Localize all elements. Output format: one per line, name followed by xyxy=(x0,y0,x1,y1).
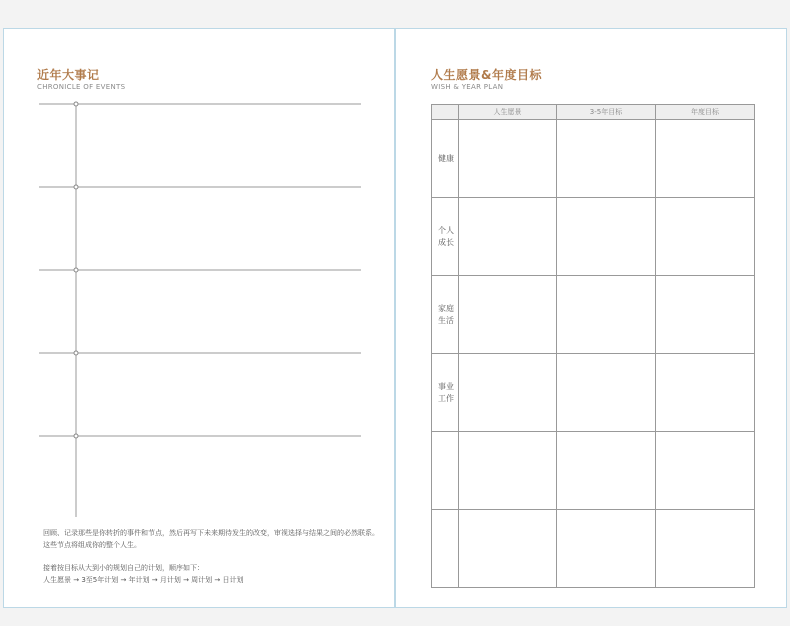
wish-plan-table xyxy=(431,104,755,588)
header-cell xyxy=(432,105,459,120)
table-cell[interactable] xyxy=(459,276,557,354)
row-label: 个人 成长 xyxy=(432,198,459,276)
right-page xyxy=(395,28,787,608)
row-label xyxy=(432,432,459,510)
note-line: 这些节点将组成你的整个人生。 xyxy=(43,541,141,549)
timeline-node-3 xyxy=(74,268,78,272)
table-row xyxy=(432,120,755,198)
left-page xyxy=(3,28,395,608)
header-cell: 3-5年目标 xyxy=(557,105,656,120)
table-row xyxy=(432,354,755,432)
table-cell[interactable] xyxy=(459,510,557,588)
header-cell: 人生愿景 xyxy=(459,105,557,120)
table-row xyxy=(432,432,755,510)
page-title: 人生愿景&年度目标 xyxy=(431,68,542,82)
table-cell[interactable] xyxy=(557,276,656,354)
note-line: 人生愿景 → 3至5年计划 → 年计划 → 月计划 → 周计划 → 日计划 xyxy=(43,576,244,584)
table-cell[interactable] xyxy=(656,432,755,510)
table-row xyxy=(432,510,755,588)
table-cell[interactable] xyxy=(459,120,557,198)
row-label: 健康 xyxy=(432,120,459,198)
timeline-node-2 xyxy=(74,185,78,189)
page-subtitle: WISH & YEAR PLAN xyxy=(431,83,504,91)
page-title: 近年大事记 xyxy=(37,68,100,82)
table-cell[interactable] xyxy=(557,510,656,588)
table-cell[interactable] xyxy=(557,198,656,276)
row-label: 家庭 生活 xyxy=(432,276,459,354)
table-cell[interactable] xyxy=(459,354,557,432)
instruction-note xyxy=(43,527,379,551)
table-cell[interactable] xyxy=(656,276,755,354)
table-cell[interactable] xyxy=(557,120,656,198)
timeline-node-5 xyxy=(74,434,78,438)
timeline-node-4 xyxy=(74,351,78,355)
table-cell[interactable] xyxy=(557,354,656,432)
row-label xyxy=(432,510,459,588)
timeline-node-1 xyxy=(74,102,78,106)
page-subtitle: CHRONICLE OF EVENTS xyxy=(37,83,126,91)
row-label: 事业 工作 xyxy=(432,354,459,432)
note-line: 回顾、记录那些是你转折的事件和节点，然后再写下未来期待发生的改变，审视选择与结果之间的必然联系。 xyxy=(43,529,379,537)
note-line: 接着按目标从大到小的规划自己的计划，顺序如下： xyxy=(43,564,204,572)
header-cell: 年度目标 xyxy=(656,105,755,120)
table-row xyxy=(432,276,755,354)
table-row xyxy=(432,198,755,276)
table-header-row xyxy=(432,105,755,120)
table-cell[interactable] xyxy=(459,198,557,276)
table-cell[interactable] xyxy=(656,354,755,432)
table-cell[interactable] xyxy=(557,432,656,510)
table-cell[interactable] xyxy=(656,120,755,198)
table-cell[interactable] xyxy=(656,198,755,276)
table-cell[interactable] xyxy=(459,432,557,510)
timeline xyxy=(4,29,396,609)
plan-order-note xyxy=(43,562,243,586)
table-cell[interactable] xyxy=(656,510,755,588)
